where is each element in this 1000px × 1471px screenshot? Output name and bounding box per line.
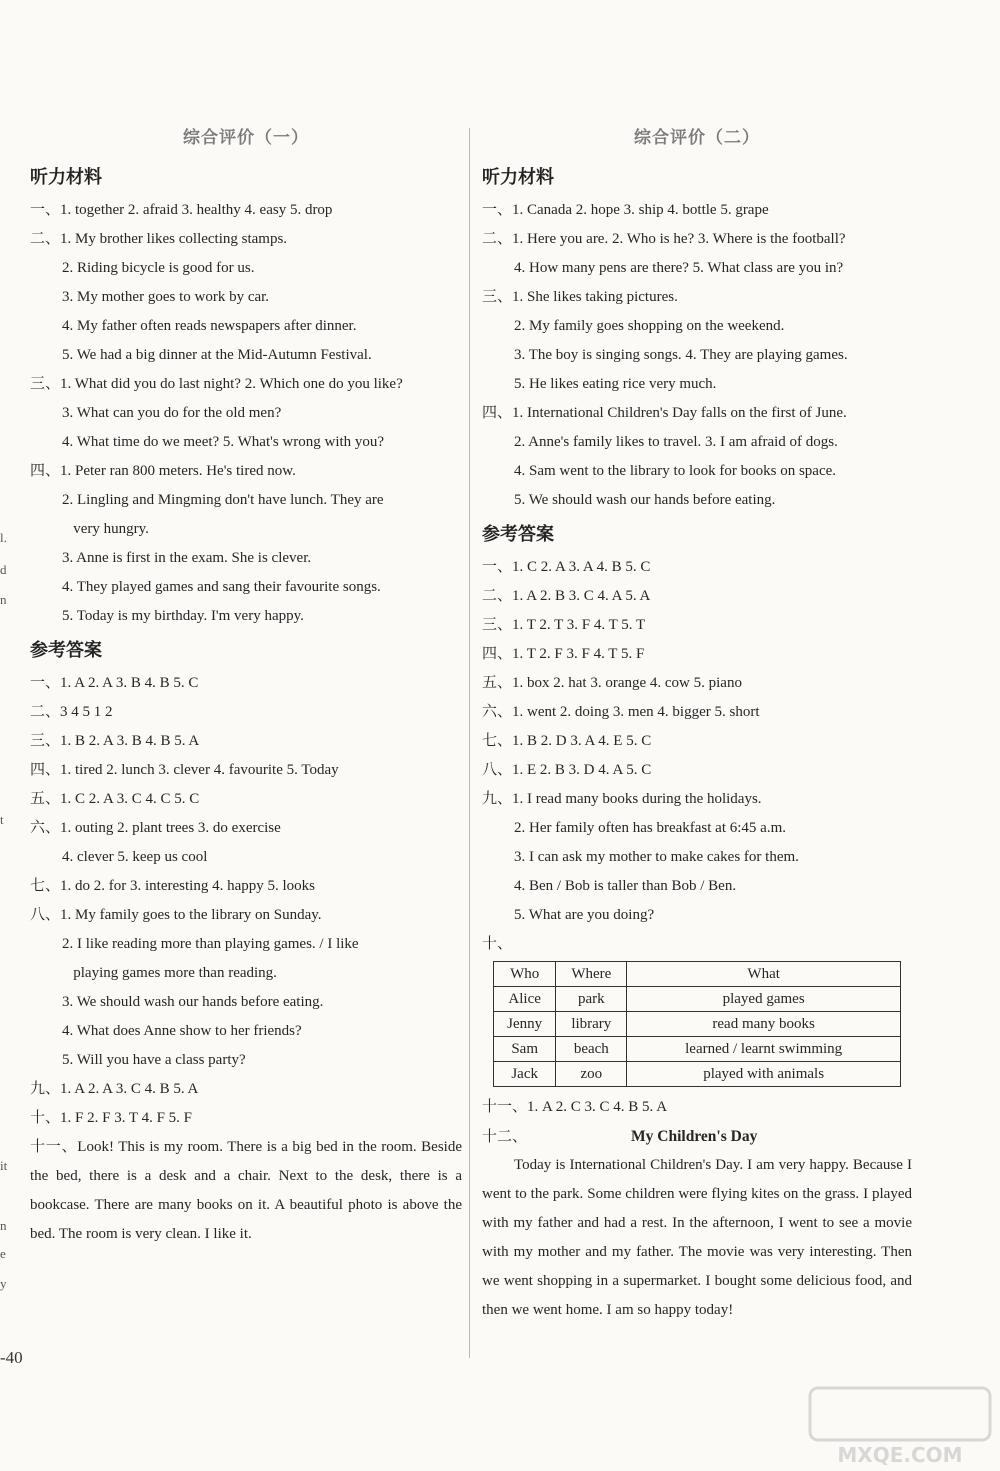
table-cell: Alice xyxy=(494,987,556,1012)
edge-mark: l. xyxy=(0,530,7,545)
item-label: 一、 xyxy=(30,675,61,691)
q11-text: 1. A 2. C 3. C 4. B 5. A xyxy=(527,1099,668,1115)
list-item xyxy=(30,901,462,930)
item-label: 十、 xyxy=(30,1110,61,1126)
item-text: playing games more than reading. xyxy=(62,965,277,981)
item-text: 4. What does Anne show to her friends? xyxy=(62,1023,302,1039)
item-label: 二、 xyxy=(30,704,61,720)
list-item xyxy=(482,814,912,843)
table-row xyxy=(494,1062,901,1087)
table-cell: Jenny xyxy=(494,1012,556,1037)
item-text: 1. tired 2. lunch 3. clever 4. favourite 5. Today xyxy=(60,762,339,778)
right-listening-heading: 听力材料 xyxy=(482,167,554,188)
left-column-title: 综合评价（一） xyxy=(183,128,309,148)
answer-table xyxy=(493,961,901,1087)
item-text: 4. Ben / Bob is taller than Bob / Ben. xyxy=(514,878,737,894)
item-text: 1. A 2. B 3. C 4. A 5. A xyxy=(512,588,651,604)
q12-label: 十二、 xyxy=(482,1129,528,1145)
right-essay: Today is International Children's Day. I am very happy. Because I went to the park. Some children were flying kites on the grass. I played with my father and had a rest. In the afternoon, I went to see a movie with my mother and my father. The movie was very interesting. Then we went shopping in a supermarket. I bought some delicious food, and then we went home. I am so happy today! xyxy=(482,1157,912,1318)
list-item xyxy=(482,312,912,341)
list-item xyxy=(482,370,912,399)
q11-label: 十一、 xyxy=(482,1099,528,1115)
list-item xyxy=(30,814,462,843)
right-column xyxy=(482,118,912,1325)
table-cell: park xyxy=(556,987,627,1012)
list-item xyxy=(482,341,912,370)
item-label: 一、 xyxy=(30,202,61,218)
left-listening-heading: 听力材料 xyxy=(30,167,102,188)
table-row xyxy=(494,1037,901,1062)
list-item xyxy=(30,988,462,1017)
list-item xyxy=(482,727,912,756)
table-cell: library xyxy=(556,1012,627,1037)
watermark-text: MXQE.COM xyxy=(837,1443,963,1467)
item-text: 5. Will you have a class party? xyxy=(62,1052,246,1068)
left-essay-text: Look! This is my room. There is a big bed in the room. Beside the bed, there is a desk and a chair. Next to the desk, there is a bookcase. There are many books on it. A beautiful photo is above the bed. The room is very clean. I like it. xyxy=(30,1139,462,1242)
item-label: 六、 xyxy=(30,820,61,836)
item-label: 四、 xyxy=(482,405,513,421)
item-text: 1. My family goes to the library on Sunday. xyxy=(60,907,322,923)
q12-row xyxy=(482,1122,912,1151)
item-text: 1. Canada 2. hope 3. ship 4. bottle 5. grape xyxy=(512,202,769,218)
page-number: -40 xyxy=(0,1348,23,1367)
item-text: 1. F 2. F 3. T 4. F 5. F xyxy=(60,1110,193,1126)
list-item xyxy=(482,843,912,872)
item-text: 4. What time do we meet? 5. What's wrong with you? xyxy=(62,434,385,450)
list-item xyxy=(30,254,462,283)
left-essay xyxy=(30,1133,462,1249)
item-text: 5. He likes eating rice very much. xyxy=(514,376,717,392)
item-text: 4. They played games and sang their favourite songs. xyxy=(62,579,381,595)
item-text: 3 4 5 1 2 xyxy=(60,704,113,720)
list-item xyxy=(482,872,912,901)
item-label: 三、 xyxy=(30,376,61,392)
edge-mark: n xyxy=(0,1218,7,1233)
edge-mark: y xyxy=(0,1276,7,1291)
list-item xyxy=(30,785,462,814)
item-text: 1. A 2. A 3. B 4. B 5. C xyxy=(60,675,199,691)
list-item xyxy=(482,254,912,283)
list-item xyxy=(482,283,912,312)
list-item xyxy=(482,399,912,428)
item-text: 1. together 2. afraid 3. healthy 4. easy 5. drop xyxy=(60,202,333,218)
right-answers-list xyxy=(482,553,912,930)
list-item xyxy=(30,843,462,872)
list-item xyxy=(482,640,912,669)
list-item xyxy=(30,756,462,785)
item-text: 1. A 2. A 3. C 4. B 5. A xyxy=(60,1081,199,1097)
list-item xyxy=(482,457,912,486)
edge-mark: n xyxy=(0,592,7,607)
column-divider xyxy=(469,128,470,1358)
list-item xyxy=(30,1075,462,1104)
list-item xyxy=(30,727,462,756)
item-text: 1. Here you are. 2. Who is he? 3. Where is the football? xyxy=(512,231,846,247)
item-text: 1. International Children's Day falls on the first of June. xyxy=(512,405,847,421)
item-label: 八、 xyxy=(482,762,513,778)
left-answers-list xyxy=(30,669,462,1133)
list-item xyxy=(30,370,462,399)
table-cell: learned / learnt swimming xyxy=(627,1037,901,1062)
item-text: 1. I read many books during the holidays. xyxy=(512,791,762,807)
table-cell: beach xyxy=(556,1037,627,1062)
right-answers-heading: 参考答案 xyxy=(482,524,554,545)
list-item xyxy=(30,428,462,457)
item-text: 2. Her family often has breakfast at 6:45 a.m. xyxy=(514,820,786,836)
item-label: 六、 xyxy=(482,704,513,720)
item-text: 1. went 2. doing 3. men 4. bigger 5. short xyxy=(512,704,760,720)
list-item xyxy=(30,544,462,573)
list-item xyxy=(30,669,462,698)
item-text: 5. We should wash our hands before eating. xyxy=(514,492,776,508)
edge-mark: e xyxy=(0,1246,6,1261)
list-item xyxy=(30,1104,462,1133)
item-text: 1. box 2. hat 3. orange 4. cow 5. piano xyxy=(512,675,742,691)
table-row xyxy=(494,1012,901,1037)
item-label: 一、 xyxy=(482,559,513,575)
item-text: 1. B 2. D 3. A 4. E 5. C xyxy=(512,733,652,749)
q11-row xyxy=(482,1093,912,1122)
item-text: very hungry. xyxy=(62,521,149,537)
item-text: 3. Anne is first in the exam. She is clever. xyxy=(62,550,312,566)
item-text: 5. What are you doing? xyxy=(514,907,655,923)
item-text: 4. Sam went to the library to look for books on space. xyxy=(514,463,837,479)
list-item xyxy=(482,669,912,698)
item-label: 三、 xyxy=(482,617,513,633)
item-label: 九、 xyxy=(482,791,513,807)
list-item xyxy=(482,756,912,785)
item-label: 五、 xyxy=(482,675,513,691)
item-text: 4. My father often reads newspapers after dinner. xyxy=(62,318,357,334)
item-text: 1. T 2. F 3. F 4. T 5. F xyxy=(512,646,645,662)
table-row xyxy=(494,987,901,1012)
list-item xyxy=(30,1046,462,1075)
table-header-cell: What xyxy=(627,962,901,987)
item-text: 2. I like reading more than playing games. / I like xyxy=(62,936,359,952)
table-header-row xyxy=(494,962,901,987)
list-item xyxy=(30,486,462,515)
table-label: 十、 xyxy=(482,936,513,952)
item-label: 七、 xyxy=(482,733,513,749)
left-essay-label: 十一、 xyxy=(30,1139,78,1155)
list-item xyxy=(482,785,912,814)
item-text: 1. T 2. T 3. F 4. T 5. T xyxy=(512,617,646,633)
item-label: 七、 xyxy=(30,878,61,894)
list-item xyxy=(30,602,462,631)
item-label: 四、 xyxy=(30,762,61,778)
item-label: 四、 xyxy=(482,646,513,662)
item-text: 4. clever 5. keep us cool xyxy=(62,849,208,865)
list-item xyxy=(482,698,912,727)
item-text: 2. Lingling and Mingming don't have lunch. They are xyxy=(62,492,384,508)
edge-mark: d xyxy=(0,562,7,577)
list-item xyxy=(30,225,462,254)
item-text: 2. Anne's family likes to travel. 3. I am afraid of dogs. xyxy=(514,434,838,450)
item-text: 1. C 2. A 3. C 4. C 5. C xyxy=(60,791,200,807)
table-cell: Sam xyxy=(494,1037,556,1062)
list-item xyxy=(30,1017,462,1046)
table-header-cell: Where xyxy=(556,962,627,987)
watermark-logo xyxy=(800,1380,1000,1471)
edge-mark: t xyxy=(0,812,4,827)
item-text: 3. The boy is singing songs. 4. They are playing games. xyxy=(514,347,848,363)
list-item xyxy=(30,959,462,988)
item-text: 1. E 2. B 3. D 4. A 5. C xyxy=(512,762,652,778)
item-label: 九、 xyxy=(30,1081,61,1097)
item-text: 1. Peter ran 800 meters. He's tired now. xyxy=(60,463,296,479)
item-label: 三、 xyxy=(482,289,513,305)
right-listening-list xyxy=(482,196,912,515)
item-text: 3. My mother goes to work by car. xyxy=(62,289,270,305)
table-cell: played with animals xyxy=(627,1062,901,1087)
item-text: 2. Riding bicycle is good for us. xyxy=(62,260,255,276)
left-answers-heading: 参考答案 xyxy=(30,640,102,661)
list-item xyxy=(30,312,462,341)
list-item xyxy=(482,901,912,930)
item-text: 3. We should wash our hands before eating. xyxy=(62,994,324,1010)
list-item xyxy=(30,930,462,959)
right-column-title: 综合评价（二） xyxy=(634,128,760,148)
list-item xyxy=(30,399,462,428)
item-label: 五、 xyxy=(30,791,61,807)
list-item xyxy=(30,457,462,486)
item-label: 二、 xyxy=(30,231,61,247)
right-essay-title: My Children's Day xyxy=(631,1128,758,1145)
item-text: 2. My family goes shopping on the weekend. xyxy=(514,318,785,334)
list-item xyxy=(30,872,462,901)
item-label: 二、 xyxy=(482,231,513,247)
list-item xyxy=(482,582,912,611)
item-text: 1. outing 2. plant trees 3. do exercise xyxy=(60,820,281,836)
item-text: 1. She likes taking pictures. xyxy=(512,289,678,305)
list-item xyxy=(30,573,462,602)
list-item xyxy=(482,196,912,225)
table-body xyxy=(494,987,901,1087)
list-item xyxy=(482,428,912,457)
item-label: 四、 xyxy=(30,463,61,479)
list-item xyxy=(30,515,462,544)
list-item xyxy=(482,611,912,640)
list-item xyxy=(30,341,462,370)
table-cell: played games xyxy=(627,987,901,1012)
item-text: 1. B 2. A 3. B 4. B 5. A xyxy=(60,733,200,749)
item-text: 1. My brother likes collecting stamps. xyxy=(60,231,288,247)
list-item xyxy=(482,225,912,254)
table-cell: Jack xyxy=(494,1062,556,1087)
item-text: 3. I can ask my mother to make cakes for them. xyxy=(514,849,799,865)
left-column xyxy=(30,118,462,1249)
item-text: 1. What did you do last night? 2. Which one do you like? xyxy=(60,376,403,392)
item-text: 4. How many pens are there? 5. What class are you in? xyxy=(514,260,844,276)
item-text: 1. C 2. A 3. A 4. B 5. C xyxy=(512,559,651,575)
table-header-cell: Who xyxy=(494,962,556,987)
edge-mark: it xyxy=(0,1158,8,1173)
table-cell: zoo xyxy=(556,1062,627,1087)
item-text: 5. Today is my birthday. I'm very happy. xyxy=(62,608,304,624)
list-item xyxy=(30,698,462,727)
list-item xyxy=(30,283,462,312)
list-item xyxy=(482,486,912,515)
list-item xyxy=(482,553,912,582)
table-cell: read many books xyxy=(627,1012,901,1037)
list-item xyxy=(30,196,462,225)
item-text: 1. do 2. for 3. interesting 4. happy 5. looks xyxy=(60,878,315,894)
left-listening-list xyxy=(30,196,462,631)
item-label: 三、 xyxy=(30,733,61,749)
item-label: 二、 xyxy=(482,588,513,604)
item-label: 八、 xyxy=(30,907,61,923)
item-text: 5. We had a big dinner at the Mid-Autumn Festival. xyxy=(62,347,372,363)
item-text: 3. What can you do for the old men? xyxy=(62,405,282,421)
item-label: 一、 xyxy=(482,202,513,218)
